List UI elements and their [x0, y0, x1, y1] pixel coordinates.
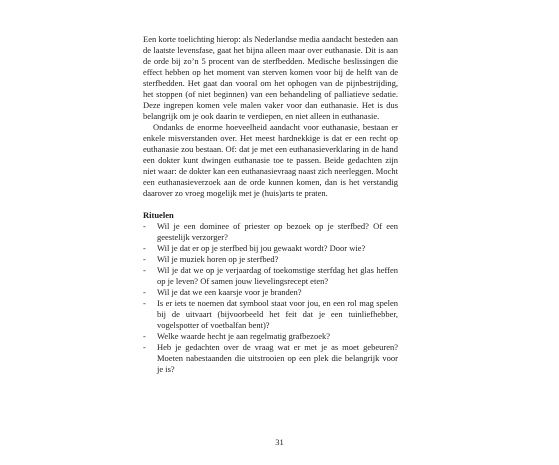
paragraph-misconceptions: Ondanks de enorme hoeveelheid aandacht voor euthanasie, bestaan er enkele misverstanden over. Het meest hardnekkige is dat er een recht op euthanasie zou bestaan. Of: dat je met een euthanasieverklaring in de hand een dokter kunt dwingen euthanasie toe te passen. Beide gedachten zijn niet waar: de dokter kan een euthanasievraag naast zich neerleggen. Mocht een euthanasieverzoek aan de orde kunnen komen, dan is het verstandig daarover zo vroeg mogelijk met je (huis)arts te praten.: [143, 122, 398, 198]
list-item: [143, 342, 398, 375]
bullet-dash: -: [143, 265, 146, 275]
list-item: [143, 331, 398, 342]
bullet-dash: -: [143, 243, 146, 253]
list-item: [143, 287, 398, 298]
list-item: [143, 254, 398, 265]
question-text: Wil je muziek horen op je sterfbed?: [157, 254, 279, 264]
question-text: Welke waarde hecht je aan regelmatig grafbezoek?: [157, 331, 330, 341]
question-list: [143, 221, 398, 375]
list-item: [143, 265, 398, 287]
question-text: Heb je gedachten over de vraag wat er met je as moet gebeuren? Moeten nabestaanden die uitstrooien op een plek die belangrijk voor je is?: [157, 342, 398, 374]
question-text: Wil je dat we op je verjaardag of toekomstige sterfdag het glas heffen op je leven? Of samen jouw lievelingsrecept eten?: [157, 265, 398, 286]
page-number: 31: [275, 437, 284, 447]
bullet-dash: -: [143, 221, 146, 231]
list-item: [143, 243, 398, 254]
question-text: Wil je dat we een kaarsje voor je branden?: [157, 287, 302, 297]
list-item: [143, 298, 398, 331]
question-text: Wil je dat er op je sterfbed bij jou gewaakt wordt? Door wie?: [157, 243, 366, 253]
question-text: Wil je een dominee of priester op bezoek op je sterfbed? Of een geestelijk verzorger?: [157, 221, 398, 242]
bullet-dash: -: [143, 298, 146, 308]
bullet-dash: -: [143, 342, 146, 352]
bullet-dash: -: [143, 254, 146, 264]
list-item: [143, 221, 398, 243]
question-text: Is er iets te noemen dat symbool staat voor jou, en een rol mag spelen bij de uitvaart (bijvoorbeeld het feit dat je een tuinliefhebber, vogelspotter of voetbalfan bent)?: [157, 298, 398, 330]
section-heading: Rituelen: [143, 210, 174, 220]
bullet-dash: -: [143, 331, 146, 341]
text-column: [143, 34, 398, 375]
bullet-dash: -: [143, 287, 146, 297]
paragraph-intro: Een korte toelichting hierop: als Nederlandse media aandacht besteden aan de laatste levensfase, gaat het bijna alleen maar over euthanasie. Dit is aan de orde bij zo’n 5 procent van de sterfbedden. Medische beslissingen die effect hebben op het moment van sterven komen voor bij de helft van de sterfbedden. Het gaat dan vooral om het ophogen van de pijnbestrijding, het stoppen (of niet beginnen) van een behandeling of palliatieve sedatie. Deze ingrepen komen vele malen vaker voor dan euthanasie. Het is dus belangrijk om je ook daarin te verdiepen, en niet alleen in euthanasie.: [143, 34, 398, 121]
